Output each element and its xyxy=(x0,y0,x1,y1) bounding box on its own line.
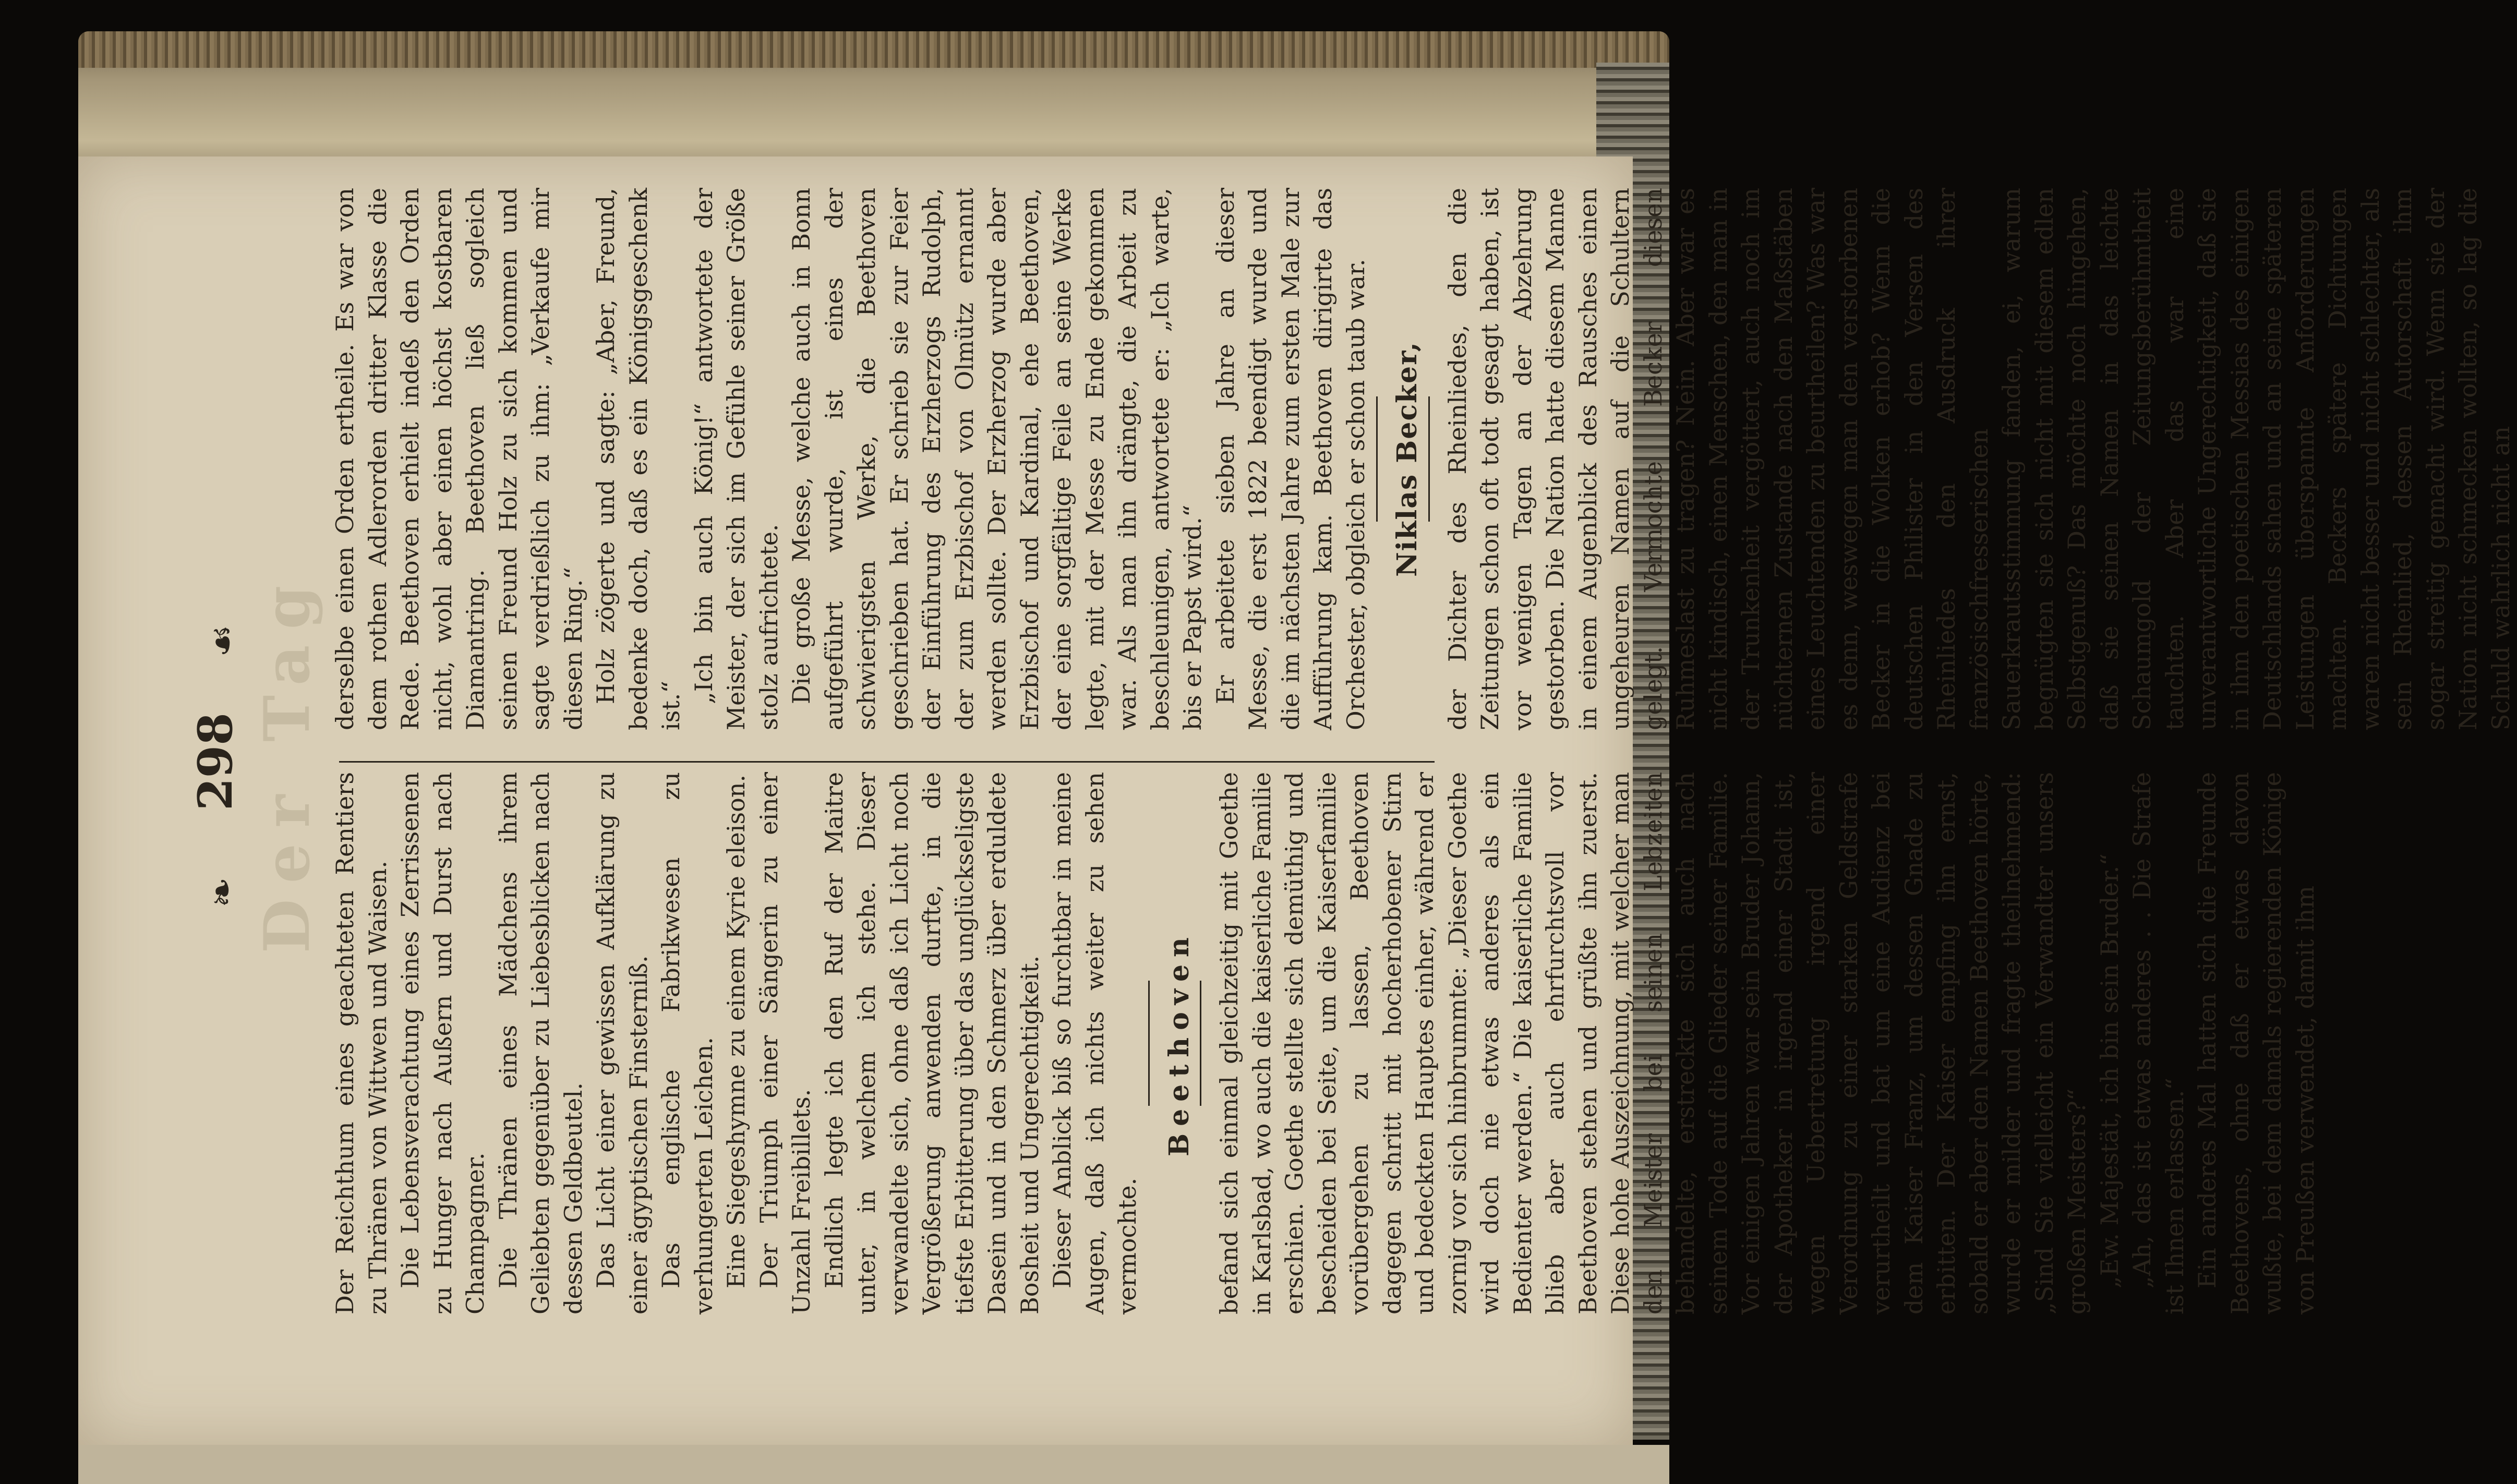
paragraph: „Ew. Majestät, ich bin sein Bruder.“ xyxy=(2095,853,2124,1288)
next-page-sheet xyxy=(78,1445,1669,1484)
paragraph: der Dichter des Rheinliedes, den die Zeitungen schon oft todt gesagt haben, ist vor wenigen Tagen an der Abzehrung gestorben. Die Nation hatte diesem Manne in einem Augenblick des Rausches einen ungeheuren Namen auf die Schultern gelegt. Vermochte Becker diesen Ruhmeslast zu tragen? Nein. Aber war es nicht kindisch, einen Menschen, den man in der Trunkenheit vergöttert, auch noch im nüchternen Zustande nach den Maßstäben eines Leuchtenden zu beurtheilen? Was war es denn, weswegen man den verstorbenen Becker in die Wolken erhob? Wenn die deutschen Philister in den Versen des Rheinliedes den Ausdruck ihrer französischfresserischen Sauerkrautsstimmung fanden, ei, warum begnügten sie sich nicht mit diesem edlen Selbstgenuß? Das möchte noch hingehen, daß sie seinen Namen in das leichte Schaumgold der Zeitungsberühmtheit tauchten. Aber das war eine unverantwortliche Ungerechtigkeit, daß sie in ihm den poetischen Messias des einigen Deutschlands sahen und an seine späteren Leistungen überspannte Anforderungen machten. Beckers spätere Dichtungen waren nicht besser und nicht schlechter, als sein Rheinlied, dessen Autorschaft ihm sogar streitig gemacht wird. Wenn sie der Nation nicht schmecken wollten, so lag die Schuld wahrlich nicht an xyxy=(1443,188,2515,730)
page-number: 298 xyxy=(188,713,243,811)
ornament-right-icon: ☙ xyxy=(201,624,244,657)
book-cover-edge xyxy=(78,31,1669,68)
section-title-beethoven: Beethoven xyxy=(1163,930,1195,1156)
paragraph: „Ah, das ist etwas anderes . . Die Strafe ist Ihnen erlassen.“ xyxy=(2128,772,2189,1314)
section-title-niklas-becker: Niklas Becker, xyxy=(1391,341,1423,577)
paragraph: befand sich einmal gleichzeitig mit Goethe in Karlsbad, wo auch die kaiserliche Familie erschien. Goethe stellte sich demüthig und bescheiden bei Seite, um die Kaiserfamilie vorübergehen zu lassen, Beethoven dagegen schritt mit hocherhobener Stirn und bedeckten Hauptes einher, während er zornig vor sich hinbrummte: „Dieser Goethe wird doch nie etwas anderes als ein Bedienter werden.“ Die kaiserliche Familie blieb aber auch ehrfurchtsvoll vor Beethoven stehen und grüßte ihn zuerst. Diese hohe Auszeichnung, mit welcher man den Meister bei seinen Lebzeiten behandelte, erstreckte sich auch nach seinem Tode auf die Glieder seiner Familie. Vor einigen Jahren war sein Bruder Johann, der Apotheker in irgend einer Stadt ist, wegen Uebertretung irgend einer Verordnung zu einer starken Geldstrafe verurtheilt und bat um eine Audienz bei dem Kaiser Franz, um dessen Gnade zu erbitten. Der Kaiser empfing ihn ernst, sobald er aber den Namen Beethoven hörte, wurde er milder und fragte theilnehmend: „Sind Sie vielleicht ein Verwandter unsers großen Meisters?“ xyxy=(1215,772,2091,1314)
column-rule xyxy=(339,761,1435,763)
paragraph: Das Licht einer gewissen Aufklärung zu einer ägyptischen Finsterniß. xyxy=(592,772,653,1314)
paragraph: Der Reichthum eines geachteten Rentiers zu Thränen von Wittwen und Waisen. xyxy=(331,772,392,1314)
ornament-left-icon: ❧ xyxy=(201,877,244,908)
right-column xyxy=(329,188,2517,730)
paragraph: „Ich bin auch König!“ antwortete der Meister, der sich im Gefühle seiner Größe stolz aufrichtete. xyxy=(689,188,783,730)
section-divider xyxy=(1148,981,1150,1106)
paragraph: Endlich legte ich den Ruf der Maitre unter, in welchem ich stehe. Dieser verwandelte sich, ohne daß ich Licht noch Vergrößerung anwenden durfte, in die tiefste Erbitterung über das unglückseligste Dasein und in den Schmerz über erduldete Bosheit und Ungerechtigkeit. xyxy=(820,772,1044,1314)
paragraph: derselbe einen Orden ertheile. Es war von dem rothen Adlerorden dritter Klasse die Rede. Beethoven erhielt indeß den Orden nicht, wohl aber einen höchst kostbaren Diamantring. Beethoven ließ sogleich seinen Freund Holz zu sich kommen und sagte verdrießlich zu ihm: „Verkaufe mir diesen Ring.“ xyxy=(331,188,587,730)
paragraph: Eine Siegeshymne zu einem Kyrie eleison. xyxy=(722,774,750,1288)
section-divider xyxy=(1200,981,1201,1106)
paragraph: Die Thränen eines Mädchens ihrem Geliebten gegenüber zu Liebesblicken nach dessen Geldbeutel. xyxy=(493,772,587,1314)
paragraph: Er arbeitete sieben Jahre an dieser Messe, die erst 1822 beendigt wurde und die im nächsten Jahre zum ersten Male zur Aufführung kam. Beethoven dirigirte das Orchester, obgleich er schon taub war. xyxy=(1211,188,1370,730)
paragraph: Dieser Anblick biß so furchtbar in meine Augen, daß ich nichts weiter zu sehen vermochte. xyxy=(1048,772,1141,1314)
left-column xyxy=(329,772,2321,1314)
section-divider xyxy=(1376,396,1378,522)
paragraph: Das englische Fabrikwesen zu verhungerten Leichen. xyxy=(657,772,718,1314)
paragraph: Der Triumph einer Sängerin zu einer Unzahl Freibillets. xyxy=(754,772,815,1314)
show-through-header: Der Tag xyxy=(250,570,324,954)
paragraph: Die große Messe, welche auch in Bonn aufgeführt wurde, ist eines der schwierigsten Werke, die Beethoven geschrieben hat. Er schrieb sie zur Feier der Einführung des Erzherzogs Rudolph, der zum Erzbischof von Olmütz ernannt werden sollte. Der Erzherzog wurde aber Erzbischof und Kardinal, ehe Beethoven, der eine sorgfältige Feile an seine Werke legte, mit der Messe zu Ende gekommen war. Als man ihn drängte, die Arbeit zu beschleunigen, antwortete er: „Ich warte, bis er Papst wird.“ xyxy=(787,188,1207,730)
paragraph: Holz zögerte und sagte: „Aber, Freund, bedenke doch, daß es ein Königsgeschenk ist.“ xyxy=(592,188,685,730)
paragraph: Ein anderes Mal hatten sich die Freunde Beethovens, ohne daß er etwas davon wußte, bei dem damals regierenden Könige von Preußen verwendet, damit ihm xyxy=(2193,772,2319,1314)
section-divider xyxy=(1428,396,1430,522)
rotated-page-content xyxy=(172,188,2515,1335)
paragraph: Die Lebensverachtung eines Zerrissenen zu Hunger nach Außern und Durst nach Champagner. xyxy=(396,772,489,1314)
